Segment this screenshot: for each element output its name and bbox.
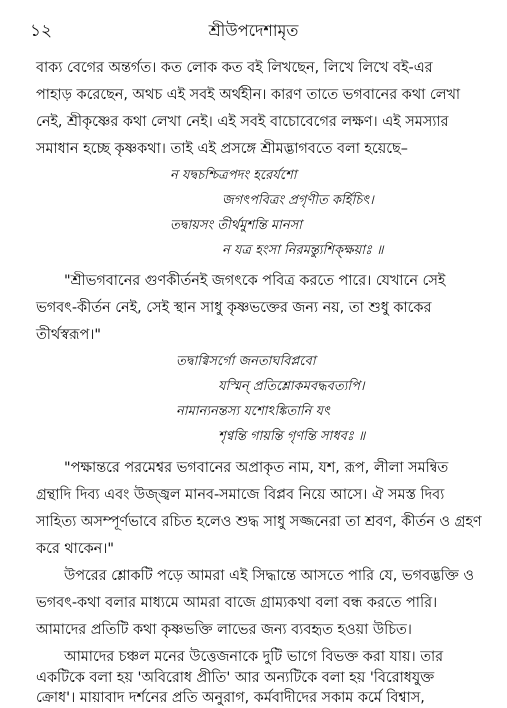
quote-line: গ্রন্থাদি দিব্য এবং উজ্জ্বল মানব-সমাজে বিপ্লব নিয়ে আসে। ঐ সমস্ত দিব্য: [36, 487, 445, 503]
verse-line: ন যত্র হংসা নিরমন্ত্যুশিক্‌ক্ষয়াঃ ॥: [222, 243, 384, 258]
paragraph-line: উপরের শ্লোকটি পড়ে আমরা এই সিদ্ধান্তে আসতে পারি যে, ভগবদ্ভক্তি ও: [64, 568, 474, 584]
paragraph-line: একটিকে বলা হয় 'অবিরোধ প্রীতি' আর অন্যটিকে বলা হয় 'বিরোধযুক্ত: [36, 670, 435, 686]
verse-line: জগৎপবিত্রং প্রগৃণীত কর্হিচিৎ।: [222, 193, 374, 208]
verse-line: তদ্বায়সং তীর্থমুশন্তি মানসা: [170, 218, 302, 233]
paragraph-line: ক্রোধ'। মায়াবাদ দর্শনের প্রতি অনুরাগ, কর্মবাদীদের সকাম কর্মে বিশ্বাস,: [36, 690, 425, 706]
quote-line: ভগবৎ-কীর্তন নেই, সেই স্থান সাধু কৃষ্ণভক্তের জন্য নয়, তা শুধু কাকের: [36, 300, 432, 316]
paragraph-line: নেই, শ্রীকৃষ্ণের কথা লেখা নেই। এই সবই বাচোবেগের লক্ষণ। এই সমস্যার: [36, 114, 449, 130]
quote-line: তীর্থস্বরূপ।": [36, 327, 102, 343]
verse-line: ন যদ্বচশ্চিত্রপদং হরের্যশো: [170, 168, 297, 183]
verse-line: তদ্বাগ্বিসর্গো জনতাঘবিপ্লবো: [176, 354, 316, 369]
paragraph-line: বাক্য বেগের অন্তর্গত। কত লোক কত বই লিখছেন, লিখে লিখে বই-এর: [36, 60, 433, 76]
page-header: [30, 18, 477, 40]
verse-line: যস্মিন্ প্রতিশ্লোকমবদ্ধবত্যপি।: [218, 379, 365, 394]
verse-line: শৃণ্বন্তি গায়ন্তি গৃণন্তি সাধবঃ ॥: [218, 429, 366, 444]
quote-line: "শ্রীভগবানের গুণকীর্তনই জগৎকে পবিত্র করতে পারে। যেখানে সেই: [64, 273, 446, 289]
quote-line: "পক্ষান্তরে পরমেশ্বর ভগবানের অপ্রাকৃত নাম, যশ, রূপ, লীলা সমন্বিত: [64, 460, 449, 476]
page-number: ১২: [30, 21, 53, 41]
quote-line: সাহিত্য অসম্পূর্ণভাবে রচিত হলেও শুদ্ধ সাধু সজ্জনেরা তা শ্রবণ, কীর্তন ও গ্রহণ: [36, 514, 482, 530]
paragraph-line: ভগবৎ-কথা বলার মাধ্যমে আমরা বাজে গ্রাম্যকথা বলা বন্ধ করতে পারি।: [36, 595, 438, 611]
running-title: শ্রীউপদেশামৃত: [208, 21, 299, 40]
paragraph-line: সমাধান হচ্ছে কৃষ্ণকথা। তাই এই প্রসঙ্গে শ্রীমদ্ভাগবতে বলা হয়েছে–: [36, 141, 408, 157]
verse-line: নামান্যনন্তস্য যশোঽঙ্কিতানি যৎ: [176, 404, 330, 419]
paragraph-line: আমাদের চঞ্চল মনের উত্তেজনাকে দুটি ভাগে বিভক্ত করা যায়। তার: [64, 649, 444, 665]
quote-line: করে থাকেন।": [36, 541, 115, 557]
paragraph-line: পাহাড় করেছেন, অথচ এই সবই অর্থহীন। কারণ তাতে ভগবানের কথা লেখা: [36, 87, 461, 103]
paragraph-line: আমাদের প্রতিটি কথা কৃষ্ণভক্তি লাভের জন্য ব্যবহৃত হওয়া উচিত।: [36, 622, 412, 638]
